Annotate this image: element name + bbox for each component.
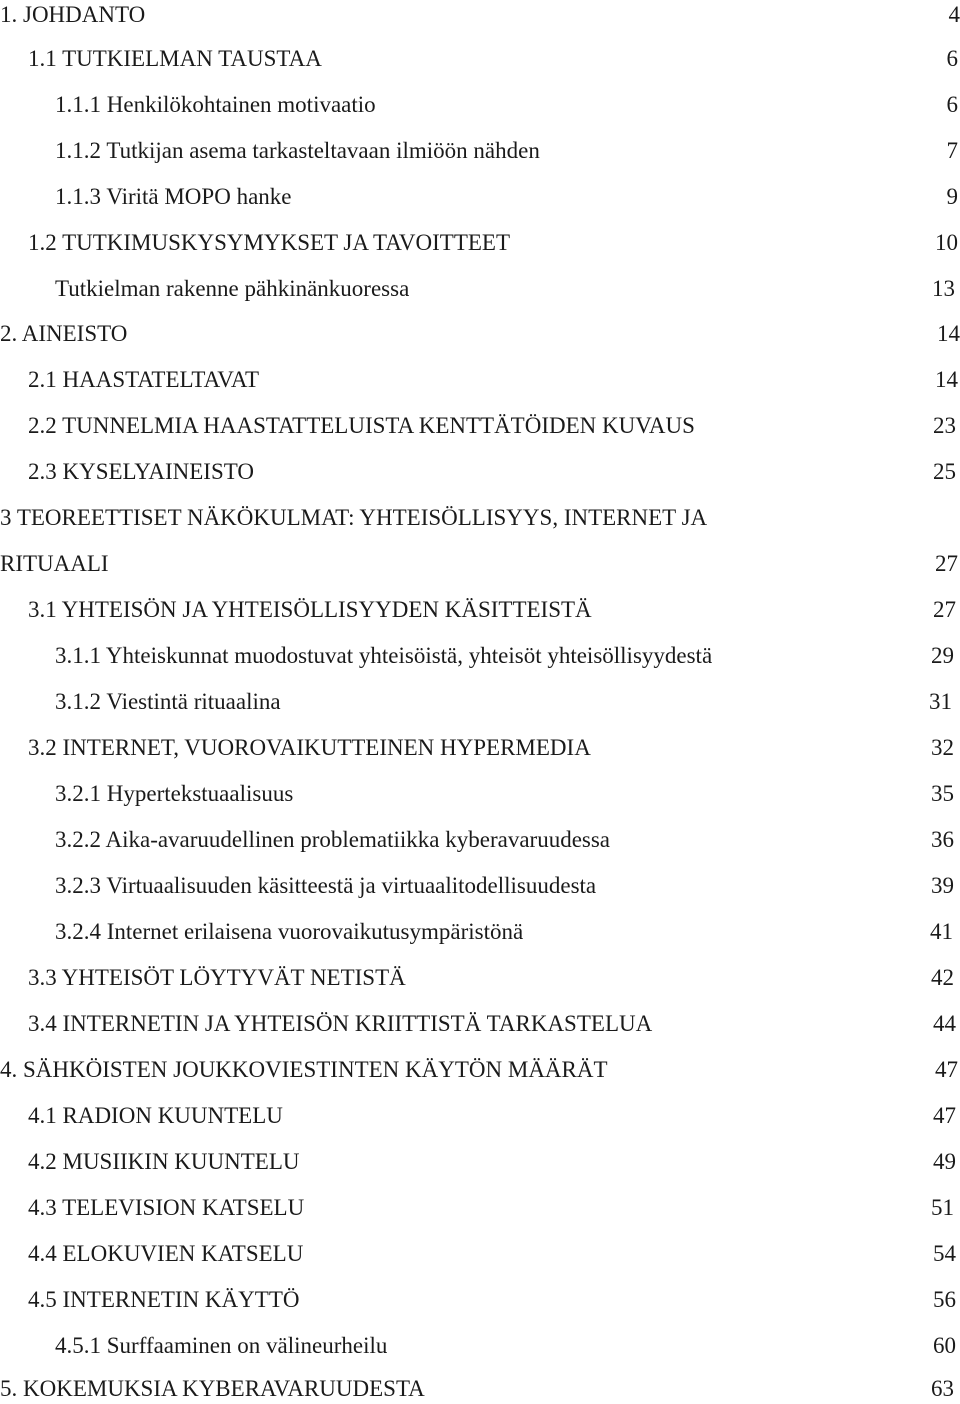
toc-entry-page: 44 (933, 1011, 956, 1036)
toc-entry-page: 60 (933, 1333, 956, 1358)
toc-entry-title: 4.4 ELOKUVIEN KATSELU (28, 1241, 304, 1266)
toc-entry-page: 51 (931, 1195, 954, 1220)
toc-entry-title: 1.1 TUTKIELMAN TAUSTAA (28, 46, 322, 71)
toc-entry-title: 2.2 TUNNELMIA HAASTATTELUISTA KENTTÄTÖIDEN KUVAUS (28, 413, 695, 438)
toc-entry-title: 3.2.2 Aika-avaruudellinen problematiikka kyberavaruudessa (55, 827, 611, 852)
toc-entry-title: Tutkielman rakenne pähkinänkuoressa (55, 276, 410, 301)
toc-entry-page: 42 (931, 965, 954, 990)
toc-entry-page: 13 (932, 276, 955, 301)
toc-entry-title: RITUAALI (0, 551, 109, 576)
toc-entry-page: 41 (930, 919, 953, 944)
toc-entry-title: 4.1 RADION KUUNTELU (28, 1103, 283, 1128)
toc-entry-title: 1. JOHDANTO (0, 2, 146, 27)
toc-entry-title: 2.1 HAASTATELTAVAT (28, 367, 260, 392)
toc-entry-title: 3.4 INTERNETIN JA YHTEISÖN KRIITTISTÄ TARKASTELUA (28, 1011, 653, 1036)
toc-entry-page: 47 (933, 1103, 956, 1128)
toc-entry-page: 10 (935, 230, 958, 255)
toc-entry-title: 3.1.1 Yhteiskunnat muodostuvat yhteisöistä, yhteisöt yhteisöllisyydestä (55, 643, 713, 668)
toc-entry-page: 7 (946, 138, 958, 163)
toc-entry-title: 4. SÄHKÖISTEN JOUKKOVIESTINTEN KÄYTÖN MÄÄRÄT (0, 1057, 608, 1082)
toc-entry-page: 23 (933, 413, 956, 438)
toc-entry-page: 27 (935, 551, 958, 576)
toc-entry-title: 4.5 INTERNETIN KÄYTTÖ (28, 1287, 300, 1312)
toc-entry-title: 3.2 INTERNET, VUOROVAIKUTTEINEN HYPERMEDIA (28, 735, 591, 760)
toc-entry-page: 32 (931, 735, 954, 760)
toc-entry-page: 14 (935, 367, 958, 392)
toc-entry-page: 6 (946, 46, 958, 71)
toc-entry-title: 2. AINEISTO (0, 321, 128, 346)
toc-entry-title: 1.1.1 Henkilökohtainen motivaatio (55, 92, 376, 117)
toc-entry-title: 3.1.2 Viestintä rituaalina (55, 689, 281, 714)
toc-entry-page: 49 (933, 1149, 956, 1174)
toc-entry-page: 63 (931, 1376, 954, 1401)
toc-entry-page: 25 (933, 459, 956, 484)
toc-entry-page: 36 (931, 827, 954, 852)
toc-entry-title: 2.3 KYSELYAINEISTO (28, 459, 254, 484)
toc-entry-title: 3.2.1 Hypertekstuaalisuus (55, 781, 294, 806)
toc-entry-page: 6 (946, 92, 958, 117)
toc-entry-title: 3.1 YHTEISÖN JA YHTEISÖLLISYYDEN KÄSITTEISTÄ (28, 597, 592, 622)
toc-entry-title: 1.1.2 Tutkijan asema tarkasteltavaan ilmiöön nähden (55, 138, 540, 163)
toc-entry-title: 4.5.1 Surffaaminen on välineurheilu (55, 1333, 388, 1358)
toc-entry-title: 1.1.3 Viritä MOPO hanke (55, 184, 292, 209)
toc-entry-title: 3 TEOREETTISET NÄKÖKULMAT: YHTEISÖLLISYYS, INTERNET JA (0, 505, 708, 530)
toc-entry-title: 4.2 MUSIIKIN KUUNTELU (28, 1149, 300, 1174)
toc-entry-page: 9 (946, 184, 958, 209)
toc-entry-title: 4.3 TELEVISION KATSELU (28, 1195, 305, 1220)
toc-entry-page: 27 (933, 597, 956, 622)
toc-entry-title: 5. KOKEMUKSIA KYBERAVARUUDESTA (0, 1376, 425, 1401)
toc-entry-page: 54 (933, 1241, 956, 1266)
toc-entry-page: 14 (937, 321, 960, 346)
toc-entry-title: 3.2.4 Internet erilaisena vuorovaikutusympäristönä (55, 919, 524, 944)
toc-entry-title: 1.2 TUTKIMUSKYSYMYKSET JA TAVOITTEET (28, 230, 511, 255)
toc-entry-page: 31 (929, 689, 952, 714)
toc-entry-page: 29 (931, 643, 954, 668)
toc-entry-title: 3.3 YHTEISÖT LÖYTYVÄT NETISTÄ (28, 965, 406, 990)
toc-entry-page: 35 (931, 781, 954, 806)
toc-entry-page: 39 (931, 873, 954, 898)
toc-entry-page: 4 (948, 2, 960, 27)
toc-entry-title: 3.2.3 Virtuaalisuuden käsitteestä ja virtuaalitodellisuudesta (55, 873, 597, 898)
toc-entry-page: 56 (933, 1287, 956, 1312)
toc-entry-page: 47 (935, 1057, 958, 1082)
